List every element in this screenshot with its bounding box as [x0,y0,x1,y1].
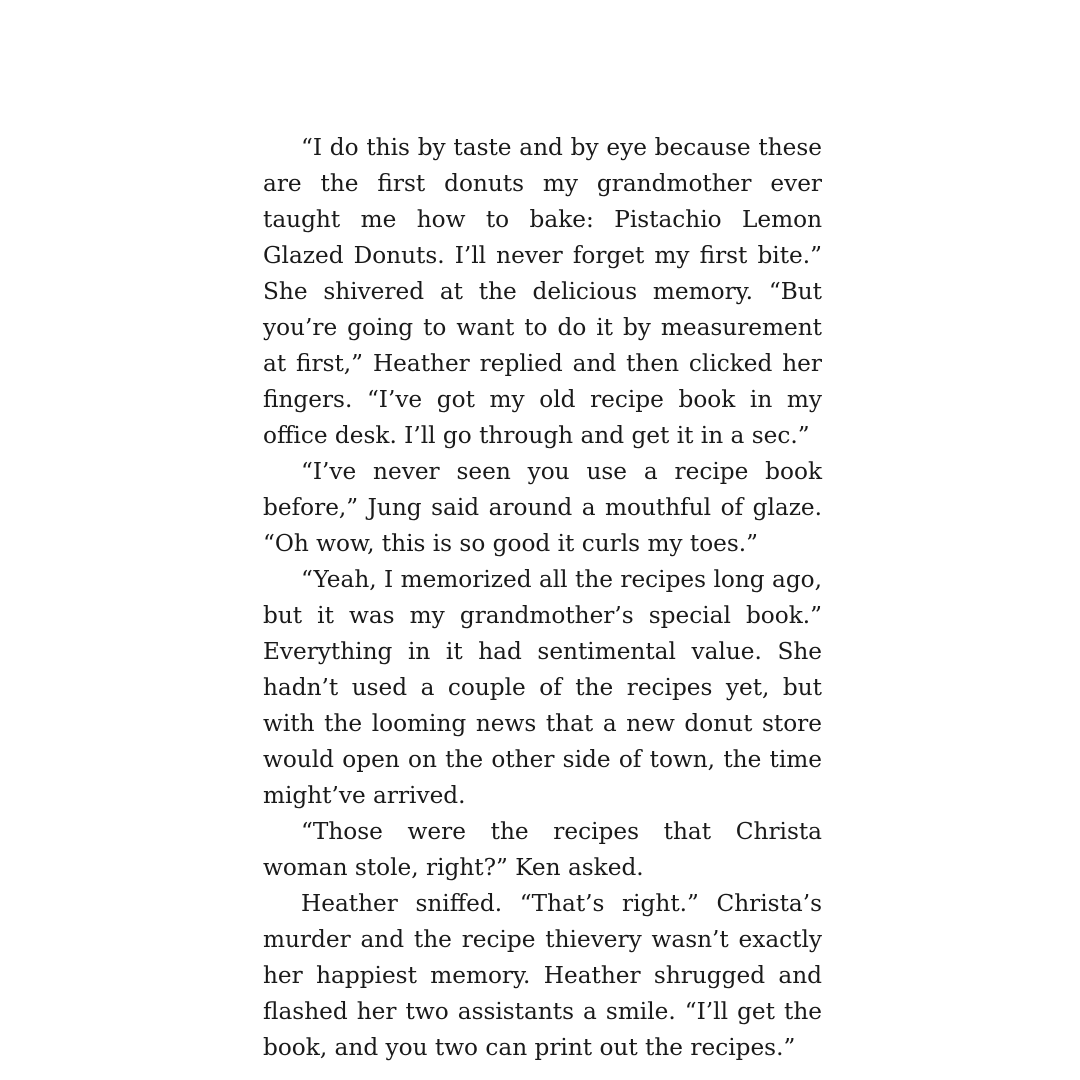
paragraph-2: “I’ve never seen you use a recipe book before,” Jung said around a mouthful of glaze. “Oh wow, this is so good it curls my toes.” [263,458,822,557]
book-page [263,130,822,1066]
paragraph-3: “Yeah, I memorized all the recipes long ago, but it was my grandmother’s special book.” Everything in it had sentimental value. She hadn’t used a couple of the recipes yet, but with the looming news that a new donut store would open on the other side of town, the time might’ve arrived. [263,566,822,809]
paragraph-4: “Those were the recipes that Christa woman stole, right?” Ken asked. [263,818,822,881]
paragraph-5: Heather sniffed. “That’s right.” Christa’s murder and the recipe thievery wasn’t exactly her happiest memory. Heather shrugged and flashed her two assistants a smile. “I’ll get the book, and you two can print out the recipes.” [263,890,822,1061]
paragraph-1: “I do this by taste and by eye because these are the first donuts my grandmother ever taught me how to bake: Pistachio Lemon Glazed Donuts. I’ll never forget my first bite.” She shivered at the delicious memory. “But you’re going to want to do it by measurement at first,” Heather replied and then clicked her fingers. “I’ve got my old recipe book in my office desk. I’ll go through and get it in a sec.” [263,134,822,449]
